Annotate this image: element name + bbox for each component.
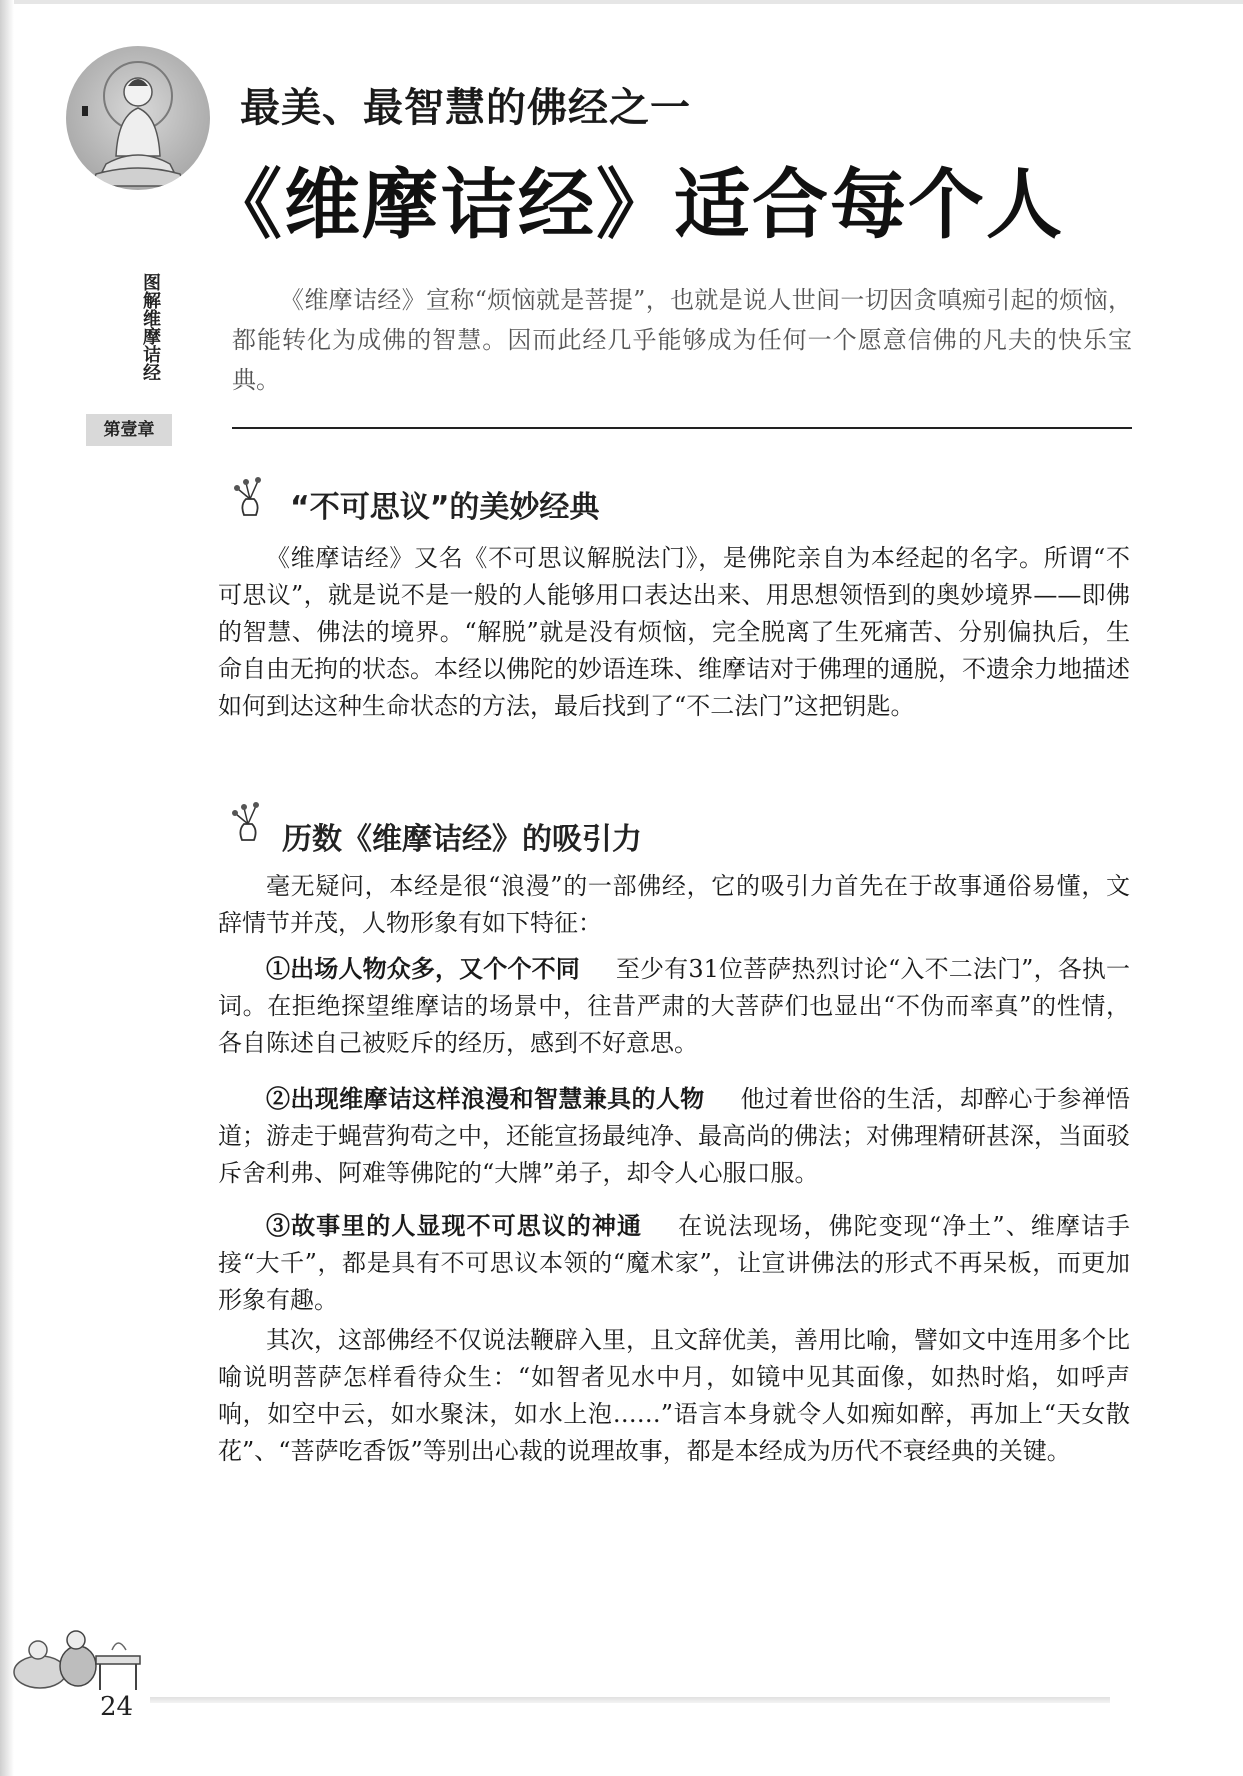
footer-rule — [150, 1697, 1110, 1703]
flower-vase-icon — [226, 475, 274, 519]
section-heading-1: “不可思议”的美妙经典 — [290, 490, 600, 525]
page-number: 24 — [100, 1692, 134, 1722]
page-subtitle: 最美、最智慧的佛经之一 — [240, 85, 691, 131]
scholars-illustration — [0, 1600, 160, 1700]
feature-item-2-lead: ②出现维摩诘这样浪漫和智慧兼具的人物 — [266, 1084, 705, 1113]
feature-item-2-text: 他过着世俗的生活，却醉心于参禅悟道；游走于蝇营狗苟之中，还能宣扬最纯净、最高尚的佛法；对佛理精研甚深，当面驳斥舍利弗、阿难等佛陀的“大牌”弟子，却令人心服口服。 — [218, 1085, 1131, 1187]
section-heading-2: 历数《维摩诘经》的吸引力 — [282, 822, 642, 857]
section-1-body: 《维摩诘经》又名《不可思议解脱法门》，是佛陀亲自为本经起的名字。所谓“不可思议”，就是说不是一般的人能够用口表达出来、用思想领悟到的奥妙境界——即佛的智慧、佛法的境界。“解脱”就是没有烦恼，完全脱离了生死痛苦、分别偏执后，生命自由无拘的状态。本经以佛陀的妙语连珠、维摩诘对于佛理的通脱，不遗余力地描述如何到达这种生命状态的方法，最后找到了“不二法门”这把钥匙。 — [218, 544, 1130, 720]
flower-vase-icon — [224, 800, 272, 844]
feature-item-1 — [218, 950, 1130, 1062]
top-edge — [0, 0, 1243, 4]
buddha-figure-icon — [66, 46, 210, 190]
chapter-tab: 第壹章 — [86, 414, 172, 446]
section-2-conclusion: 其次，这部佛经不仅说法鞭辟入里，且文辞优美，善用比喻，譬如文中连用多个比喻说明菩萨怎样看待众生：“如智者见水中月，如镜中见其面像，如热时焰，如呼声响，如空中云，如水聚沫，如水上泡……”语言本身就令人如痴如醉，再加上“天女散花”、“菩萨吃香饭”等别出心裁的说理故事，都是本经成为历代不衰经典的关键。 — [218, 1326, 1130, 1465]
intro-paragraph: 《维摩诘经》宣称“烦恼就是菩提”，也就是说人世间一切因贪嗔痴引起的烦恼，都能转化为成佛的智慧。因而此经几乎能够成为任何一个愿意信佛的凡夫的快乐宝典。 — [232, 286, 1132, 394]
feature-item-2 — [218, 1080, 1130, 1192]
page-edge-shadow — [0, 0, 14, 1776]
feature-item-1-lead: ①出场人物众多，又个个不同 — [266, 954, 580, 983]
book-title-vertical: 图解维摩诘经 — [140, 273, 161, 381]
buddha-medallion-image — [66, 46, 210, 190]
page-title: 《维摩诘经》适合每个人 — [206, 160, 1064, 249]
section-2-intro: 毫无疑问，本经是很“浪漫”的一部佛经，它的吸引力首先在于故事通俗易懂，文辞情节并茂，人物形象有如下特征： — [218, 872, 1130, 937]
feature-item-3 — [218, 1207, 1130, 1319]
feature-item-3-lead: ③故事里的人显现不可思议的神通 — [266, 1211, 643, 1240]
divider — [232, 427, 1132, 429]
feature-item-3-text: 在说法现场，佛陀变现“净土”、维摩诘手接“大千”，都是具有不可思议本领的“魔术家”，让宣讲佛法的形式不再呆板，而更加形象有趣。 — [218, 1212, 1131, 1314]
feature-item-1-text: 至少有31位菩萨热烈讨论“入不二法门”，各执一词。在拒绝探望维摩诘的场景中，往昔严肃的大菩萨们也显出“不伪而率真”的性情，各自陈述自己被贬斥的经历，感到不好意思。 — [218, 955, 1131, 1057]
